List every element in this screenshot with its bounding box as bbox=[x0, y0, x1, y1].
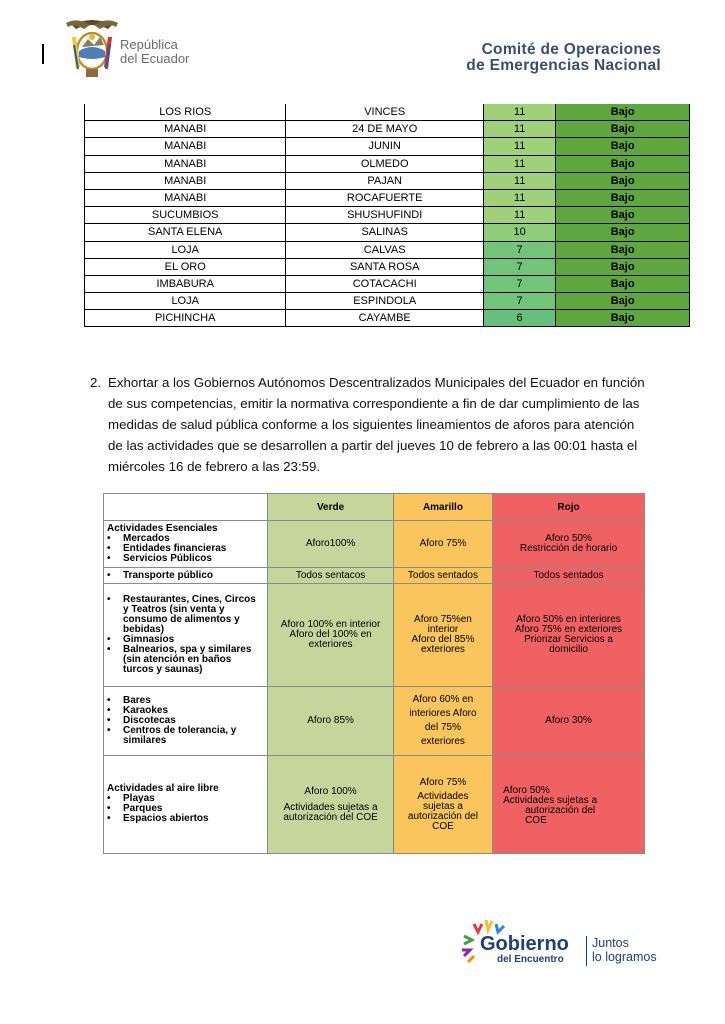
risk-level-cell: Bajo bbox=[556, 155, 690, 172]
cell-text: Restricción de horario bbox=[519, 543, 618, 554]
cell-text: sujetas a bbox=[422, 800, 463, 812]
table-row bbox=[85, 121, 690, 138]
risk-level-cell: Bajo bbox=[556, 258, 690, 275]
cell-text: COE bbox=[432, 820, 454, 832]
value-cell: 7 bbox=[483, 258, 555, 275]
verde-cell bbox=[268, 521, 394, 568]
cell-text: Aforo 75% bbox=[419, 538, 467, 549]
risk-level-cell: Bajo bbox=[556, 189, 690, 206]
cell-text: Priorizar Servicios a bbox=[524, 634, 613, 645]
cell-text: Actividades bbox=[417, 790, 469, 802]
list-item: • Restaurantes, Cines, Circos bbox=[107, 595, 264, 605]
canton-cell: SANTA ROSA bbox=[286, 258, 484, 275]
list-item-continued: bebidas) bbox=[123, 624, 165, 635]
header-verde: Verde bbox=[268, 494, 394, 521]
table-row bbox=[104, 687, 645, 756]
table-row bbox=[104, 756, 645, 854]
table-row bbox=[104, 584, 645, 687]
provincia-cell: MANABI bbox=[85, 189, 286, 206]
verde-cell bbox=[268, 756, 394, 854]
slogan-line-2: lo logramos bbox=[592, 950, 657, 964]
header-divider bbox=[42, 44, 44, 64]
rojo-cell bbox=[493, 756, 645, 854]
paragraph-line: de sus competencias, emitir la normativa correspondiente a fin de dar cumplimiento de las bbox=[108, 396, 640, 411]
value-cell: 11 bbox=[483, 155, 555, 172]
list-item: • Bares bbox=[107, 696, 264, 706]
provincia-cell: LOJA bbox=[85, 293, 286, 310]
provincia-cell: LOJA bbox=[85, 241, 286, 258]
value-cell: 11 bbox=[483, 104, 555, 121]
cell-text: Aforo 50% en interiores bbox=[516, 614, 621, 625]
value-cell: 11 bbox=[483, 172, 555, 189]
republica-line-1: República bbox=[120, 37, 178, 52]
list-item: • Transporte público bbox=[107, 571, 264, 581]
header-amarillo: Amarillo bbox=[393, 494, 492, 521]
amarillo-cell bbox=[393, 756, 492, 854]
cell-text: domicilio bbox=[549, 644, 588, 655]
coe-title bbox=[466, 42, 661, 74]
amarillo-cell bbox=[393, 687, 492, 756]
value-cell: 7 bbox=[483, 275, 555, 292]
canton-cell: OLMEDO bbox=[286, 155, 484, 172]
republica-del-ecuador-label bbox=[120, 38, 189, 66]
table-row bbox=[85, 189, 690, 206]
paragraph-line: de las actividades que se desarrollen a partir del jueves 10 de febrero a las 00:01 hasta el bbox=[108, 438, 638, 453]
list-item: • Mercados bbox=[107, 534, 264, 544]
verde-cell: Aforo 85% bbox=[268, 687, 394, 756]
paragraph-line: medidas de salud pública conforme a los siguientes lineamientos de aforos para atención bbox=[108, 417, 635, 432]
footer-divider bbox=[586, 936, 587, 966]
list-item-continued: turcos y saunas) bbox=[123, 664, 203, 675]
amarillo-cell bbox=[393, 521, 492, 568]
value-cell: 11 bbox=[483, 207, 555, 224]
row-label-bares bbox=[104, 687, 268, 756]
canton-cell: 24 DE MAYO bbox=[286, 121, 484, 138]
list-item: • Gimnasios bbox=[107, 635, 264, 645]
list-item: • Discotecas bbox=[107, 716, 264, 726]
provincia-cell: MANABI bbox=[85, 172, 286, 189]
cell-text: exteriores bbox=[308, 639, 353, 650]
risk-level-cell: Bajo bbox=[556, 293, 690, 310]
list-item: • Parques bbox=[107, 804, 264, 814]
cell-text: Aforo 100% en interior bbox=[280, 619, 381, 630]
canton-cell: ROCAFUERTE bbox=[286, 189, 484, 206]
list-item: • Entidades financieras bbox=[107, 544, 264, 554]
provincia-cell: LOS RIOS bbox=[85, 104, 286, 121]
cell-text: del 75% bbox=[424, 722, 462, 733]
cell-text: COE bbox=[525, 815, 547, 826]
slogan-line-1: Juntos bbox=[592, 936, 629, 950]
republica-line-2: del Ecuador bbox=[120, 51, 190, 66]
cell-text: Aforo del 100% en bbox=[289, 629, 372, 640]
canton-cell: PAJAN bbox=[286, 172, 484, 189]
value-cell: 11 bbox=[483, 121, 555, 138]
value-cell: 11 bbox=[483, 138, 555, 155]
value-cell: 6 bbox=[483, 310, 555, 327]
table-row bbox=[85, 207, 690, 224]
value-cell: 11 bbox=[483, 189, 555, 206]
risk-level-cell: Bajo bbox=[556, 241, 690, 258]
amarillo-cell bbox=[393, 584, 492, 687]
paragraph-line: miércoles 16 de febrero a las 23:59. bbox=[108, 459, 321, 474]
cell-text: autorización del COE bbox=[283, 811, 378, 823]
provincia-cell: MANABI bbox=[85, 155, 286, 172]
rojo-cell bbox=[493, 584, 645, 687]
cell-text: Aforo del 85% bbox=[411, 634, 475, 645]
list-item: • Espacios abiertos bbox=[107, 814, 264, 824]
table-row bbox=[85, 104, 690, 121]
risk-level-cell: Bajo bbox=[556, 104, 690, 121]
juntos-lo-logramos-slogan bbox=[592, 936, 657, 964]
cell-text: Aforo 100% bbox=[304, 785, 357, 797]
provincia-cell: EL ORO bbox=[85, 258, 286, 275]
value-cell: 7 bbox=[483, 293, 555, 310]
canton-cell: JUNIN bbox=[286, 138, 484, 155]
table-row bbox=[85, 172, 690, 189]
list-item: • Centros de tolerancia, y bbox=[107, 726, 264, 736]
ecuador-coat-of-arms-icon bbox=[64, 15, 120, 79]
cell-text: interior bbox=[427, 624, 459, 635]
list-item-continued: similares bbox=[123, 735, 167, 746]
header-empty-cell bbox=[104, 494, 268, 521]
provincia-cell: PICHINCHA bbox=[85, 310, 286, 327]
row-label-aire-libre bbox=[104, 756, 268, 854]
rojo-cell: Aforo 30% bbox=[493, 687, 645, 756]
provincia-cell: IMBABURA bbox=[85, 275, 286, 292]
paragraph-line: Exhortar a los Gobiernos Autónomos Descentralizados Municipales del Ecuador en función bbox=[108, 375, 645, 390]
table-row bbox=[85, 310, 690, 327]
risk-level-cell: Bajo bbox=[556, 275, 690, 292]
row-title: Actividades Esenciales bbox=[107, 523, 218, 534]
canton-cell: SHUSHUFINDI bbox=[286, 207, 484, 224]
canton-cell: VINCES bbox=[286, 104, 484, 121]
aforo-guidelines-table bbox=[103, 493, 645, 854]
cell-text: autorización del bbox=[407, 810, 478, 822]
provincia-cell: MANABI bbox=[85, 138, 286, 155]
del-encuentro-wordmark: del Encuentro bbox=[497, 954, 564, 965]
canton-cell: CAYAMBE bbox=[286, 310, 484, 327]
list-item-continued: consumo de alimentos y bbox=[123, 614, 240, 625]
table-row bbox=[85, 224, 690, 241]
table-row bbox=[85, 293, 690, 310]
table-header-row bbox=[104, 494, 645, 521]
cell-text: Aforo 75% bbox=[419, 776, 467, 788]
table-row bbox=[85, 258, 690, 275]
risk-level-cell: Bajo bbox=[556, 310, 690, 327]
rojo-cell: Todos sentados bbox=[493, 568, 645, 584]
cell-text: exteriores bbox=[421, 736, 465, 747]
risk-level-cell: Bajo bbox=[556, 172, 690, 189]
cell-text: Actividades sujetas a bbox=[283, 801, 378, 813]
list-item: • Balnearios, spa y similares bbox=[107, 645, 264, 655]
risk-level-cell: Bajo bbox=[556, 121, 690, 138]
coe-title-line-2: de Emergencias Nacional bbox=[466, 57, 661, 74]
value-cell: 7 bbox=[483, 241, 555, 258]
cell-text: Actividades sujetas a bbox=[503, 795, 598, 806]
row-label-esenciales bbox=[104, 521, 268, 568]
rojo-cell bbox=[493, 521, 645, 568]
provincia-cell: SANTA ELENA bbox=[85, 224, 286, 241]
cell-text: Aforo100% bbox=[305, 538, 356, 549]
canton-cell: CALVAS bbox=[286, 241, 484, 258]
table-row bbox=[85, 241, 690, 258]
cell-text: Aforo 50% bbox=[545, 533, 592, 544]
cell-text: Aforo 75% en exteriores bbox=[514, 624, 623, 635]
verde-cell: Todos sentacos bbox=[268, 568, 394, 584]
canton-cell: SALINAS bbox=[286, 224, 484, 241]
cell-text: autorización del bbox=[525, 805, 596, 816]
provincia-cell: MANABI bbox=[85, 121, 286, 138]
verde-cell bbox=[268, 584, 394, 687]
gobierno-wordmark: Gobierno bbox=[480, 933, 569, 955]
table-row bbox=[104, 568, 645, 584]
risk-level-cell: Bajo bbox=[556, 138, 690, 155]
list-item: • Karaokes bbox=[107, 706, 264, 716]
list-item-continued: (sin atención en baños bbox=[123, 654, 232, 665]
canton-cell: ESPINDOLA bbox=[286, 293, 484, 310]
canton-cell: COTACACHI bbox=[286, 275, 484, 292]
provincia-cell: SUCUMBIOS bbox=[85, 207, 286, 224]
coe-title-line-1: Comité de Operaciones bbox=[481, 41, 661, 58]
cell-text: interiores Aforo bbox=[409, 708, 477, 719]
exhortation-paragraph bbox=[84, 372, 684, 477]
risk-level-cell: Bajo bbox=[556, 207, 690, 224]
row-label-transporte bbox=[104, 568, 268, 584]
header-rojo: Rojo bbox=[493, 494, 645, 521]
row-title: Actividades al aire libre bbox=[107, 783, 219, 794]
cell-text: Aforo 75%en bbox=[414, 614, 472, 625]
row-label-restaurantes bbox=[104, 584, 268, 687]
table-row bbox=[104, 521, 645, 568]
list-item: • Servicios Públicos bbox=[107, 554, 264, 564]
list-item: • Playas bbox=[107, 794, 264, 804]
cell-text: Aforo 60% en bbox=[412, 694, 474, 705]
cell-text: exteriores bbox=[421, 644, 465, 655]
table-row bbox=[85, 275, 690, 292]
value-cell: 10 bbox=[483, 224, 555, 241]
table-row bbox=[85, 155, 690, 172]
risk-level-cell: Bajo bbox=[556, 224, 690, 241]
list-item-continued: y Teatros (sin venta y bbox=[123, 604, 225, 615]
table-row bbox=[85, 138, 690, 155]
paragraph-number: 2. bbox=[90, 375, 102, 390]
amarillo-cell: Todos sentados bbox=[393, 568, 492, 584]
risk-level-table bbox=[84, 104, 690, 327]
cell-text: Aforo 50% bbox=[503, 785, 550, 796]
